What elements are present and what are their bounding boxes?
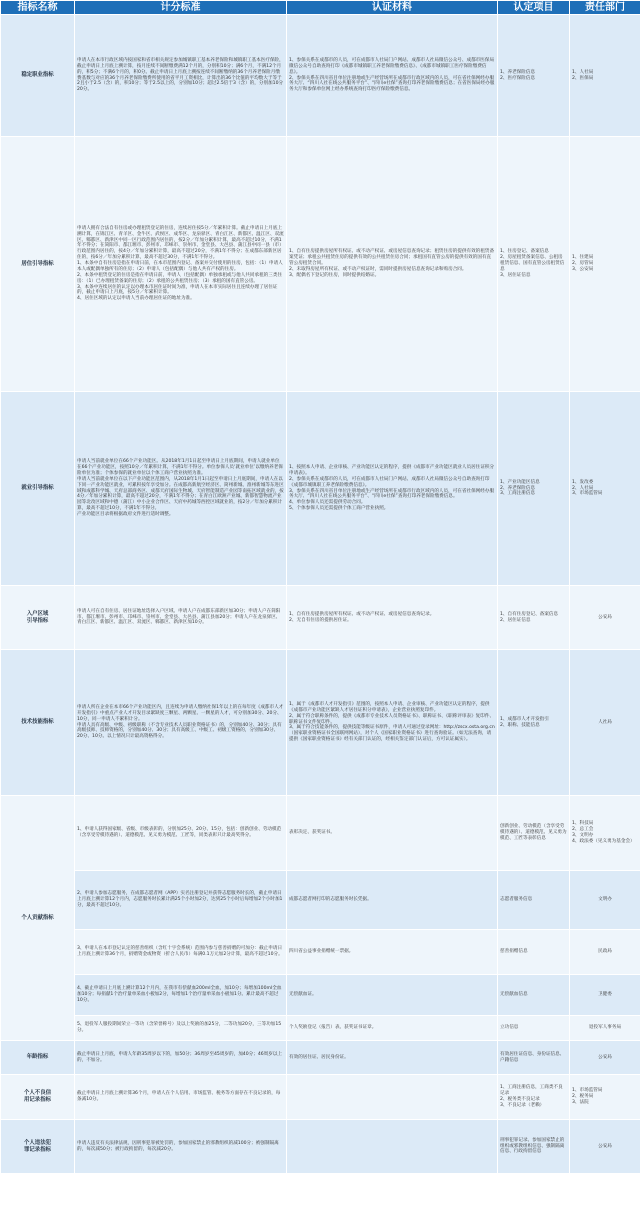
row-materials [287, 1120, 498, 1174]
row-items: 无偿献血信息 [498, 975, 570, 1016]
table-row [1, 1120, 640, 1174]
row-standard: 2、申请人参加志愿服务，在成都志愿者网（APP）实名注册登记并获得志愿服务时长的，截止申请日上月底上溯计算12个月内，志愿服务时长累计满25个小时加2分，达到25个小时后每增加2个小时加1分，最高不超过10分。 [75, 871, 287, 930]
table-row [1, 1041, 640, 1075]
row-materials [287, 1075, 498, 1120]
row-materials: 1、按照本人申请、企业审核、产业功能区认定的程序，提供《成都市产业功能区就业人员居住证积分申请表》。 2、参保关系在成都市的人员，可在成都市人社局门户网站、成都市人社局微信公众号自助查询打印《成都市城镇职工养老保险缴费信息》。 3、参保关系在四川省目单位注册地或生产经营场所在成都市行政区域内的人员，可在省社保网经办服务大厅、“四川人社在线公共服务平台”、“四川e社保”查询打印养老保险缴费信息。 4、单位参保人员还需提供劳动合同。 5、个体参保人员还需提供个体工商户营业执照。 [287, 392, 498, 586]
header-scoring-standard: 计分标准 [75, 1, 287, 15]
row-depts: 公安局 [570, 586, 640, 650]
header-certified-items: 认定项目 [498, 1, 570, 15]
row-materials: 1、属于《成都市人才开发指引》范围的，按照本人申请、企业审核、产业功能区认定的程序，提供《成都市产业功能区紧缺人才居住证积分申请表》，企业营业执照复印件。 2、属于符合职称条件的，提供《成都市专业技术人员资格证书》、职称证书、《职称评审表》复印件、职称证书文件复印件。 3、属于符合技能条件的，提供技能等级证书原件，申请人可通过登录网址：http://zscx.osta.org.cn（国家职业资格证书全国联网网站），对个人《国家职业资格证书》进行查询验证。（如无法查询，请提供《国家职业资格证书》经有关部门认证的，经相关鉴定部门认证后，方可认证属实）。 [287, 650, 498, 796]
row-items: 1、成都市人才开发指引 2、职称、技能信息 [498, 650, 570, 796]
row-materials: 1、自有住房提供房屋所有权证、或不动产权证、或房屋信息查询记录。 2、无自有住房的提供居住证。 [287, 586, 498, 650]
row-name: 个人不良信 用记录指标 [1, 1075, 75, 1120]
row-depts: 民政局 [570, 930, 640, 975]
row-items: 1、自有住房登记、备案信息 2、居住证信息 [498, 586, 570, 650]
row-items: 立功信息 [498, 1016, 570, 1041]
row-materials: 有效的居住证、居民身份证。 [287, 1041, 498, 1075]
row-standard: 申请人拥有合法自有住房或办理租赁登记的住房，连续居住按5分／年累积计算。截止申请日上月底上溯计算，在锦江区、青羊区、金牛区、武侯区、成华区、龙泉驿区、青白江区、新都区、温江区、双流区、郫都区、新津区中同一区行政范围内居住的，按2分／年加分累积计算，最高不超过10分，不满1年不得分；在简阳市、都江堰市、彭州市、邛崃市、崇州市、金堂县、大邑县、蒲江县中同一县（市）行政范围内居住的，按4分／年加分累积计算，最高不超过20分，不满1年不得分；在成都东部新区居住的，按6分／年加分累积计算，最高不超过30分，不满1年不得分。 1、本条中自有住房是指在申请日前，在本市范围内登记、备案并交付使用的住房，包括：（1）申请人本人或配偶单独所有的住房；（2）申请人（包括配偶）与他人共有产权的住房。 2、本条中租赁登记的住房是指在申请日前，申请人（包括配偶）单独承租或与他人共同承租的三类住房：（1）已办理租赁备案的住房；（2）承租的公共租赁住房；（3）承租的国有直管公房。 3、本条中连续居住的认定以办理本市居住证时间为准，申请人在本市实际居住且连续办理了居住证的，截止申请日上月底，按5分／年累积计算。 4、居住区域的认定以申请人当前办理居住证的地址为准。 [75, 137, 287, 392]
header-indicator-name: 指标名称 [1, 1, 75, 15]
row-standard: 截止申请日上月底上溯计算36个月，申请人在个人信用、市场监管、税务等方面存在不良记录的，每条减10分。 [75, 1075, 287, 1120]
row-items: 创新创业、劳动模范（含享受劳模待遇的）、道德模范、见义勇为模范、工匠等表彰信息 [498, 796, 570, 871]
row-materials: 表彰决定、获奖证书。 [287, 796, 498, 871]
row-name: 技术技能指标 [1, 650, 75, 796]
row-materials: 成都志愿者网打印的志愿服务时长凭据。 [287, 871, 498, 930]
row-depts: 1、人社局 2、医保局 [570, 15, 640, 137]
row-depts: 公安局 [570, 1120, 640, 1174]
row-standard: 5、退役军人服役期间荣立一等功（含荣誉称号）及以上奖励的加25分，二等功加20分，三等功加15分。 [75, 1016, 287, 1041]
row-materials: 1、参保关系在成都市的人员，可在成都市人社局门户网站、成都市人社局微信公众号、成都市医保局微信公众号自助查询打印《成都市城镇职工养老保险缴费信息》、《成都市城镇职工医疗保险缴费信息》。 2、参保关系在四川省目单位注册地或生产经营场所在成都市行政区域内的人员，可在省社保网经办服务大厅、“四川人社在线公共服务平台”、“四川e社保”查询打印养老保险缴费信息；在省医保局经办服务大厅和参保单位网上经办系统查询打印医疗保险缴费信息。 [287, 15, 498, 137]
table-row [1, 1016, 640, 1041]
row-depts: 卫健委 [570, 975, 640, 1016]
row-items: 有效居住证信息、身份证信息、户籍信息 [498, 1041, 570, 1075]
table-row [1, 15, 640, 137]
table-row [1, 650, 640, 796]
row-materials: 无偿献血证。 [287, 975, 498, 1016]
row-items: 慈善捐赠信息 [498, 930, 570, 975]
row-materials: 1、自有住房提供房屋所有权证、或不动产权证、或房屋信息查询记录；租赁住房的提供有效的租赁备案凭证；承租公共租赁住房的提供有效的公共租赁住房合同；承租国有直管公房的提供有效的国有直管公房租赁合同。 2、未取得房屋所有权证、或不动产权证时，需同时提供房屋信息查询记录和购房合同。 3、配偶名下登记的住房，同时提供结婚证。 [287, 137, 498, 392]
row-name: 稳定职业指标 [1, 15, 75, 137]
row-standard: 申请人可在自有住房、居住证地址选择入户区域。申请人户在成都东部新区加30分；申请人户在简阳市、都江堰市、彭州市、邛崃市、崇州市、金堂县、大邑县、蒲江县加20分；申请人户在龙泉驿区、青白江区、新都区、温江区、双流区、郫都区、新津区加10分。 [75, 586, 287, 650]
table-row [1, 930, 640, 975]
row-name: 个人违法犯 罪记录指标 [1, 1120, 75, 1174]
table-row [1, 871, 640, 930]
row-depts: 1、科技局 2、总工会 3、文明办 4、政法委（见义勇为基金会） [570, 796, 640, 871]
row-depts: 1、市场监管局 2、税务局 3、法院 [570, 1075, 640, 1120]
table-row [1, 392, 640, 586]
row-items: 1、工商注册信息，工商类不良记录 2、税务类不良记录 3、不良记录（老赖） [498, 1075, 570, 1120]
row-depts: 退役军人事务局 [570, 1016, 640, 1041]
row-name: 年龄指标 [1, 1041, 75, 1075]
row-items: 刑事犯罪记录、参加国家禁止的组织或邪教组织信息、强制隔离信息、行政拘留信息 [498, 1120, 570, 1174]
row-depts: 1、发改委 2、人社局 3、市场监管局 [570, 392, 640, 586]
table-row [1, 137, 640, 392]
row-standard: 1、申请人获得国家级、省级、市级表彰的，分别加25分、20分、15分，包括：创新创业、劳动模范（含享受劳模待遇的）、道德模范、见义勇为模范、工匠等，同类表彰只计最高奖得分。 [75, 796, 287, 871]
row-standard: 3、申请人在本市登记认定的慈善组织（含红十字会系统）范围内参与慈善捐赠的可加分：截止申请日上月底上溯计算36个月，捐赠资金或物资（折合人民币）每满0.1万元加2分计算，最高不超过10分。 [75, 930, 287, 975]
row-items: 1、养老保险信息 2、医疗保险信息 [498, 15, 570, 137]
row-name: 就业引导指标 [1, 392, 75, 586]
row-standard: 截止申请日上月底，申请人年龄35周岁以下的，加50分；36周岁至45周岁的，加40分；46周岁以上的，不加分。 [75, 1041, 287, 1075]
table-row [1, 1075, 640, 1120]
row-depts: 人社局 [570, 650, 640, 796]
row-depts: 公安局 [570, 1041, 640, 1075]
row-depts: 1、住建局 2、房管局 3、公安局 [570, 137, 640, 392]
row-materials: 个人奖励登记（报告）表、获奖证书证章。 [287, 1016, 498, 1041]
table-row [1, 796, 640, 871]
row-standard: 申请人在本市行政区域内按国家和省市相关规定参加城镇职工基本养老保险和城镇职工基本医疗保险，截止申请日上月底上溯计算，按月连续不间断缴费满12个月的，分别积10分；满6个月，不满12个月的，积5分；不满6个月的，积0分。截止申请日上月底上溯按连续不间断缴纳的36个月养老保险月缴费基数与对应的36个月养老保险缴费所使用的省平月工资相比，计算出的36个比值的平均数大于等于2且小于2.5（含）的，积10分；等于2.5以上的，分别加10分；超过2.5倍于3（含）的，分别加10分20分。 [75, 15, 287, 137]
row-standard: 申请人违反有关法律法规，因刑事犯罪被处罚的，参加国家禁止的邪教组织的减100分；被强制隔离的，每次减50分；被行政拘留的，每次减20分。 [75, 1120, 287, 1174]
table-header-row [1, 1, 640, 15]
row-depts: 文明办 [570, 871, 640, 930]
row-standard: 申请人当前就业单位在66个产业功能区。从2018年1月1日起至申请日上月底期间，申请人就业单位在66个产业功能区，按照10分／年累积计算，不满1年不得分。单位参保人员‘就业单位’以缴纳养老保险单位为准；个体参保的就业单位以个体工商户营业执照为准。 申请人当前就业单位在以下产业功能区范围内，从2018年1月1日起至申请日上月底期间，申请人在以下同一产业功能区就业，可累积按年享受加分。在成都高新航空经济区、简州新城、淮州新城等东进区域和成都科学城、天府总部商务区、成都天府国际生物城、天府智能制造产业园等南拓区域就业的，按4分／年加分累积计算，最高不超过20分，不满1年不得分；在青白江欧洲产业城、新都智慧物流产业园等北改区域和中德（蒲江）中小企业合作区、天府中药城等西控区域就业的，按2分／年加分累积计算，最高不超过10分，不满1年不得分。 产业功能区目录将根据政府文件进行适时调整。 [75, 392, 287, 586]
header-responsible-dept: 责任部门 [570, 1, 640, 15]
row-items: 1、住房登记、备案信息 2、房屋租赁备案信息、公租房租赁信息、国有直管公房租赁信息 3、居住证信息 [498, 137, 570, 392]
row-materials: 四川省公益事业捐赠统一票据。 [287, 930, 498, 975]
header-certification-materials: 认证材料 [287, 1, 498, 15]
row-standard: 4、截止申请日上月底上溯计算12个月内，在我市有偿献血200ml全血，加10分；每增加100ml全血加10分；每捐献1个治疗量单采血小板加2分，每增加1个治疗量单采血小板加1分。累计最高不超过10分。 [75, 975, 287, 1016]
row-standard: 申请人所在企业在本市66个产业功能区内，且连续为申请人缴纳社保1年以上的在每年度《成都市人才开发指引》中重点产业人才开发目录紧缺度三颗星、两颗星、一颗星的人才，可分别加30分、20分、10分，同一申请人不累积计分。 申请人具有高级、中级、初级职称（不含专业技术人员职业资格证书）的，分别加40分、30分；具有高级技师、技师资格的，分别加40分、30分；具有高级工、中级工、初级工资格的，分别加30分、20分、10分。以上情况只计最高资格得分。 [75, 650, 287, 796]
table-row [1, 975, 640, 1016]
row-items: 1、产业功能区信息 2、养老保险信息 3、工商注册信息 [498, 392, 570, 586]
row-name: 居住引导指标 [1, 137, 75, 392]
table-row [1, 586, 640, 650]
row-items: 志愿者服务信息 [498, 871, 570, 930]
row-name: 个人贡献指标 [1, 796, 75, 1041]
row-name: 入户区域 引导指标 [1, 586, 75, 650]
